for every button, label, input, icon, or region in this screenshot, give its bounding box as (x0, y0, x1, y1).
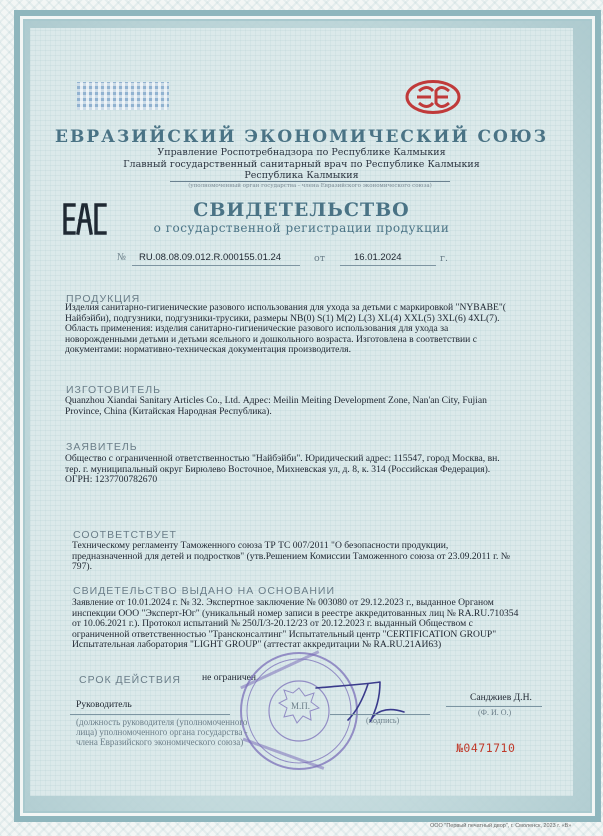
signature-caption: (подпись) (366, 716, 400, 725)
number-label: № (117, 252, 126, 263)
applicant-heading: ЗАЯВИТЕЛЬ (66, 441, 138, 453)
issuer-caption: (уполномоченный орган государства - члена Евразийского экономического союза) (170, 181, 450, 190)
conformity-text (72, 541, 547, 573)
basis-text (72, 598, 547, 651)
certificate-date: 16.01.2024 (354, 252, 402, 263)
text-line: Техническому регламенту Таможенного союза ТР ТС 007/2011 "О безопасности продукции, (72, 540, 449, 551)
certificate-title: СВИДЕТЕЛЬСТВО (193, 199, 410, 221)
text-line: новорожденными детьми и детьми ясельного и дошкольного возраста. Изготовлена в соответствии с (65, 333, 477, 345)
security-barcode (77, 82, 169, 110)
basis-heading: СВИДЕТЕЛЬСТВО ВЫДАНО НА ОСНОВАНИИ (73, 585, 336, 597)
text-line: Quanzhou Xiandai Sanitary Articles Co., Ltd. Адрес: Meilin Meiting Development Zone, Nan'an City, Fujian (65, 395, 487, 406)
role-label: Руководитель (76, 699, 132, 710)
text-line: Найбэйби), подгузники, подгузники-трусики, размеры NB(0) S(1) M(2) L(3) XL(4) XXL(5) 3XL(6) 4XL(7). (65, 312, 500, 324)
text-line: Испытательная лаборатория "LIGHT GROUP" (аттестат аккредитации № RA.RU.21АИ63) (72, 639, 442, 651)
serial-number: №0471710 (456, 741, 516, 755)
date-label: от (314, 253, 325, 264)
customs-union-logo (405, 80, 461, 114)
issuer-block (0, 147, 603, 182)
mp-label: М.П. (291, 701, 311, 711)
manufacturer-heading: ИЗГОТОВИТЕЛЬ (66, 384, 162, 396)
text-line: ограниченной ответственностью "Трансконсалтинг" Испытательный центр "CERTIFICATION GROUP" (72, 628, 497, 640)
text-line: инспекции ООО "Эксперт-Юг" (уникальный номер записи в реестре аккредитованных лиц № RA.RU.710354 (72, 607, 519, 619)
role-caption (76, 717, 248, 747)
caption-line: лица) уполномоченного органа государства - (76, 727, 248, 737)
validity-value: не ограничен (202, 672, 257, 683)
product-heading: ПРОДУКЦИЯ (66, 293, 141, 305)
text-line: документами: нормативно-техническая документация производителя. (65, 344, 351, 356)
text-line: Изделия санитарно-гигиенические разового использования для ухода за детьми с маркировкой "NYBABE"( (65, 302, 507, 313)
certificate-number: RU.08.08.09.012.R.000155.01.24 (139, 252, 282, 263)
text-line: Заявление от 10.01.2024 г. № 32. Экспертное заключение № 003080 от 29.12.2023 г., выданное Органом (72, 597, 494, 608)
signature-scribble (308, 676, 418, 726)
text-line: ОГРН: 1237700782670 (65, 474, 158, 486)
text-line: Область применения: изделия санитарно-гигиенические разового использования для ухода за (65, 323, 449, 335)
text-line: тер. г. муниципальный округ Бирюлево Восточное, Михневская ул, д. 8, к. 314 (Российская Федерация). (65, 463, 491, 475)
text-line: от 10.06.2021 г.). Протокол испытаний № 250Л/3-20.12/23 от 20.12.2023 г. выданный Обществом с (72, 618, 473, 630)
caption-line: члена Евразийского экономического союза) (76, 737, 244, 747)
date-suffix: г. (440, 253, 448, 264)
manufacturer-text (65, 396, 545, 417)
conformity-heading: СООТВЕТСТВУЕТ (73, 529, 177, 541)
certificate-subtitle: о государственной регистрации продукции (153, 221, 450, 235)
text-line: Общество с ограниченной ответственностью "Найбэйби". Юридический адрес: 115547, город Москва, вн. (65, 453, 500, 464)
printer-footer: ООО "Первый печатный двор", г. Смоленск, 2023 г. «В» (430, 823, 572, 829)
issuer-line: Республика Калмыкия (244, 170, 359, 181)
text-line: Province, China (Китайская Народная Республика). (65, 405, 272, 417)
validity-heading: СРОК ДЕЙСТВИЯ (79, 674, 181, 686)
issuer-line: Главный государственный санитарный врач по Республике Калмыкия (123, 158, 480, 170)
caption-line: (должность руководителя (уполномоченного (76, 717, 248, 727)
name-caption: (Ф. И. О.) (478, 708, 512, 717)
issuer-line: Управление Роспотребнадзора по Республике Калмыкия (157, 147, 446, 158)
signatory-name: Санджиев Д.Н. (470, 692, 532, 703)
text-line: 797). (72, 561, 92, 573)
product-text (65, 303, 545, 356)
applicant-text (65, 454, 545, 486)
union-title: ЕВРАЗИЙСКИЙ ЭКОНОМИЧЕСКИЙ СОЮЗ (55, 127, 548, 147)
text-line: предназначенной для детей и подростков" (утв.Решением Комиссии Таможенного союза от 23.09.2011 г. № (72, 550, 510, 562)
